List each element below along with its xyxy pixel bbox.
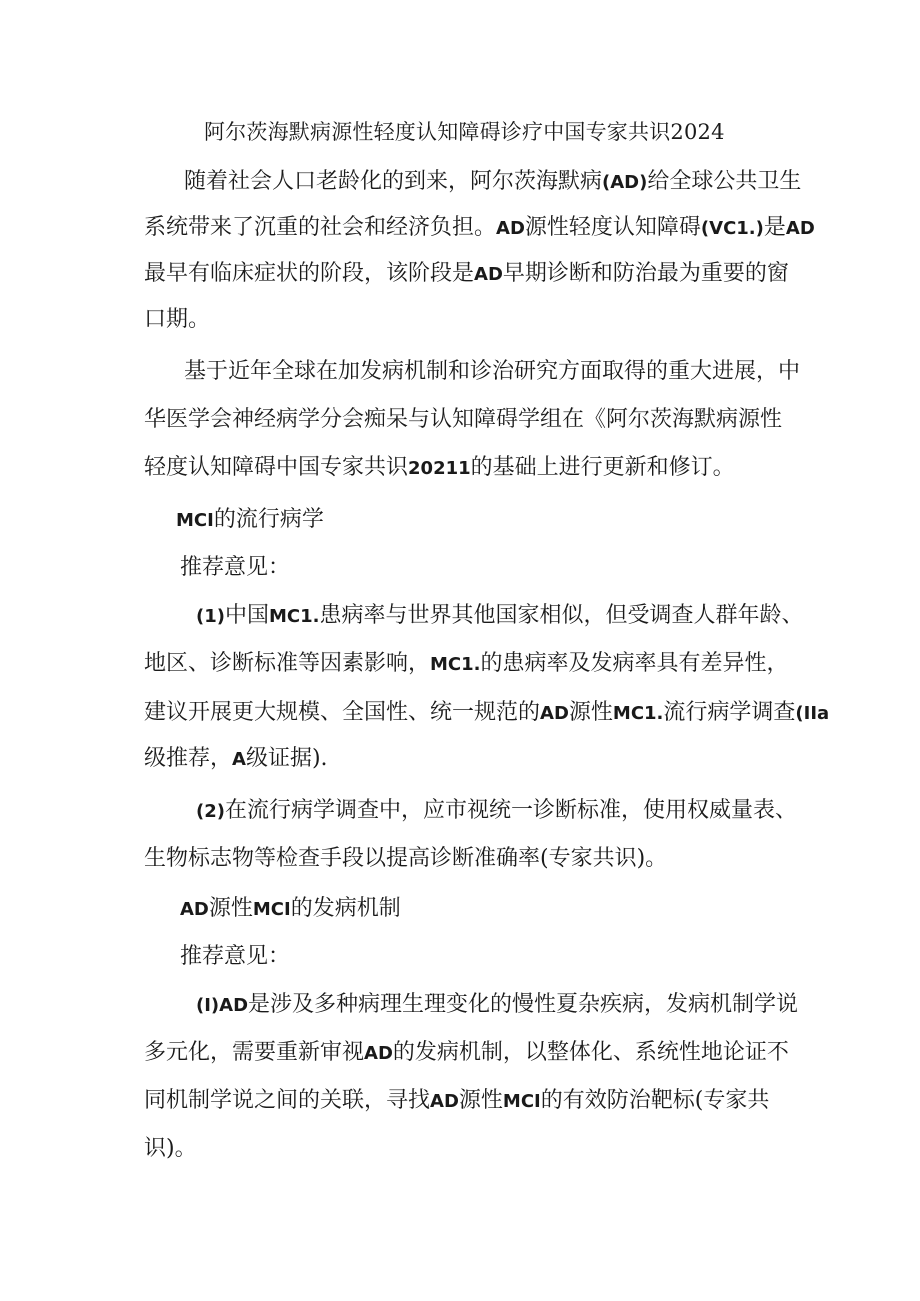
recommendation-label-1: 推荐意见： xyxy=(180,555,291,580)
section-heading-epidemiology: MCI的流行病学 xyxy=(176,507,324,532)
recommendation-1-line-2: 地区、诊断标准等因素影响，MC1.的患病率及发病率具有差异性， xyxy=(144,651,789,676)
recommendation-3-line-1: (I)AD是涉及多种病理生理变化的慢性夏杂疾病，发病机制学说 xyxy=(196,992,799,1017)
paragraph-1-line-3: 最早有临床症状的阶段，该阶段是AD早期诊断和防治最为重要的窗 xyxy=(144,261,789,286)
paragraph-1-line-2: 系统带来了沉重的社会和经济负担。AD源性轻度认知障碍(VC1.)是AD xyxy=(144,215,815,240)
paragraph-1-line-4: 口期。 xyxy=(144,307,211,332)
recommendation-3-line-2: 多元化，需要重新审视AD的发病机制，以整体化、系统性地论证不 xyxy=(144,1040,789,1065)
section-heading-pathogenesis: AD源性MCI的发病机制 xyxy=(180,896,401,921)
recommendation-1-line-3: 建议开展更大规模、全国性、统一规范的AD源性MC1.流行病学调查(IIa xyxy=(144,700,830,725)
paragraph-1-line-1: 随着社会人口老龄化的到来，阿尔茨海默病(AD)给全球公共卫生 xyxy=(184,169,802,194)
recommendation-1-line-4: 级推荐，A级证据). xyxy=(144,746,328,771)
recommendation-1-line-1: (1)中国MC1.患病率与世界其他国家相似，但受调查人群年龄、 xyxy=(196,603,804,628)
recommendation-2-line-1: (2)在流行病学调查中，应市视统一诊断标准，使用权威量表、 xyxy=(196,798,797,823)
recommendation-3-line-3: 同机制学说之间的关联，寻找AD源性MCI的有效防治靶标(专家共 xyxy=(144,1088,770,1113)
paragraph-2-line-3: 轻度认知障碍中国专家共识20211的基础上进行更新和修订。 xyxy=(144,455,735,480)
recommendation-3-line-4: 识)。 xyxy=(144,1136,197,1161)
paragraph-2-line-2: 华医学会神经病学分会痴呆与认知障碍学组在《阿尔茨海默病源性 xyxy=(144,407,783,432)
recommendation-2-line-2: 生物标志物等检查手段以提高诊断准确率(专家共识)。 xyxy=(144,846,668,871)
recommendation-label-2: 推荐意见： xyxy=(180,944,291,969)
document-title: 阿尔茨海默病源性轻度认知障碍诊疗中国专家共识2024 xyxy=(204,120,725,144)
paragraph-2-line-1: 基于近年全球在加发病机制和诊治研究方面取得的重大进展，中 xyxy=(184,359,801,384)
